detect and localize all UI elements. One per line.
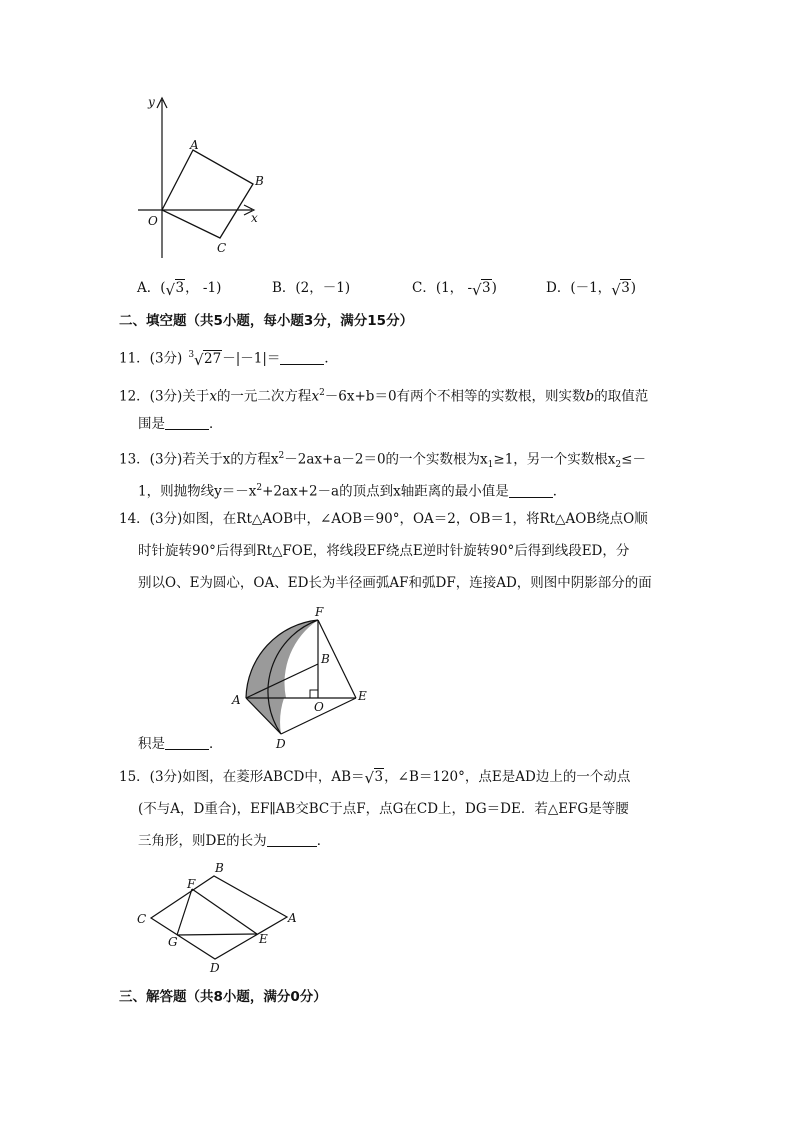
question-13-line2: 1，则抛物线$y=-x^2+2ax+2-a$的顶点到x轴距离的最小值是 ． [138, 483, 567, 500]
fig15-label-g: G [168, 935, 178, 949]
section-fill-in-heading: 二、填空题（共5小题，每小题3分，满分15分） [119, 313, 414, 329]
fig14-label-b: B [321, 652, 330, 666]
point-a-label: A [190, 138, 199, 152]
fig15-label-a: A [288, 911, 297, 925]
answer-blank-13[interactable] [509, 483, 553, 498]
fig15-label-c: C [137, 912, 147, 926]
origin-label: O [148, 214, 158, 228]
option-d[interactable]: D．(－1， √ 3) [546, 280, 637, 299]
question-15-line3: 三角形，则DE的长为 ． [138, 833, 331, 849]
fig15-label-e: E [259, 932, 268, 946]
answer-blank-12[interactable] [165, 415, 209, 430]
question-15-line1: 15．(3分)如图，在菱形ABCD中，AB＝ √ 3，∠B＝120°，点E是AD边上的一个动点 [119, 769, 631, 787]
question-12-line1: 12．(3分)关于x的一元二次方程$x^2-6x+b=0$有两个不相等的实数根，则实数b的取值范 [119, 388, 649, 405]
answer-blank-15[interactable] [267, 832, 317, 847]
question-15-line2: (不与A，D重合)，EF∥AB交BC于点F，点G在CD上，DG＝DE．若△EFG是等腰 [138, 801, 629, 817]
question-12-line2: 围是 ． [138, 416, 223, 432]
fig15-label-f: F [187, 877, 196, 891]
fig14-label-e: E [358, 689, 367, 703]
y-axis-label: y [148, 95, 155, 109]
question-13-line1: 13．(3分)若关于x的方程$x^2-2ax+a-2=0$的一个实数根为$x_1\ge 1$，另一个实数根$x_2\le-$ [119, 451, 646, 471]
fig14-label-f: F [315, 605, 324, 619]
question-14-line3: 别以O、E为圆心，OA、ED长为半径画弧AF和弧DF，连接AD，则图中阴影部分的面 [138, 575, 652, 591]
point-b-label: B [255, 174, 264, 188]
option-c[interactable]: C．(1， - √ 3) [412, 280, 497, 299]
section-answer-heading: 三、解答题（共8小题，满分0分） [119, 989, 327, 1005]
option-b[interactable]: B．(2，－1) [272, 280, 351, 296]
point-c-label: C [217, 241, 227, 255]
question-14-line1: 14．(3分)如图，在Rt△AOB中，∠AOB＝90°，OA＝2，OB＝1，将Rt△AOB绕点O顺 [119, 511, 648, 527]
fig15-label-b: B [215, 861, 224, 875]
option-a[interactable]: A．( √ 3， -1) [137, 280, 222, 299]
question-11: 11．(3分) $^3$ √ 27－|－1|＝ ． [119, 350, 338, 369]
question-14-line2: 时针旋转90°后得到Rt△FOE，将线段EF绕点E逆时针旋转90°后得到线段ED，分 [138, 543, 630, 559]
fig14-label-a: A [232, 693, 241, 707]
fig14-label-o: O [314, 700, 324, 714]
fig14-label-d: D [276, 737, 286, 750]
rhombus-figure [132, 858, 304, 978]
question-14-line4: 积是 ． [138, 736, 223, 752]
answer-blank-14[interactable] [165, 735, 209, 750]
rotation-figure [228, 600, 378, 750]
answer-blank-11[interactable] [280, 350, 324, 365]
fig15-label-d: D [210, 961, 220, 975]
x-axis-label: x [251, 211, 258, 225]
coordinate-figure [130, 88, 270, 268]
